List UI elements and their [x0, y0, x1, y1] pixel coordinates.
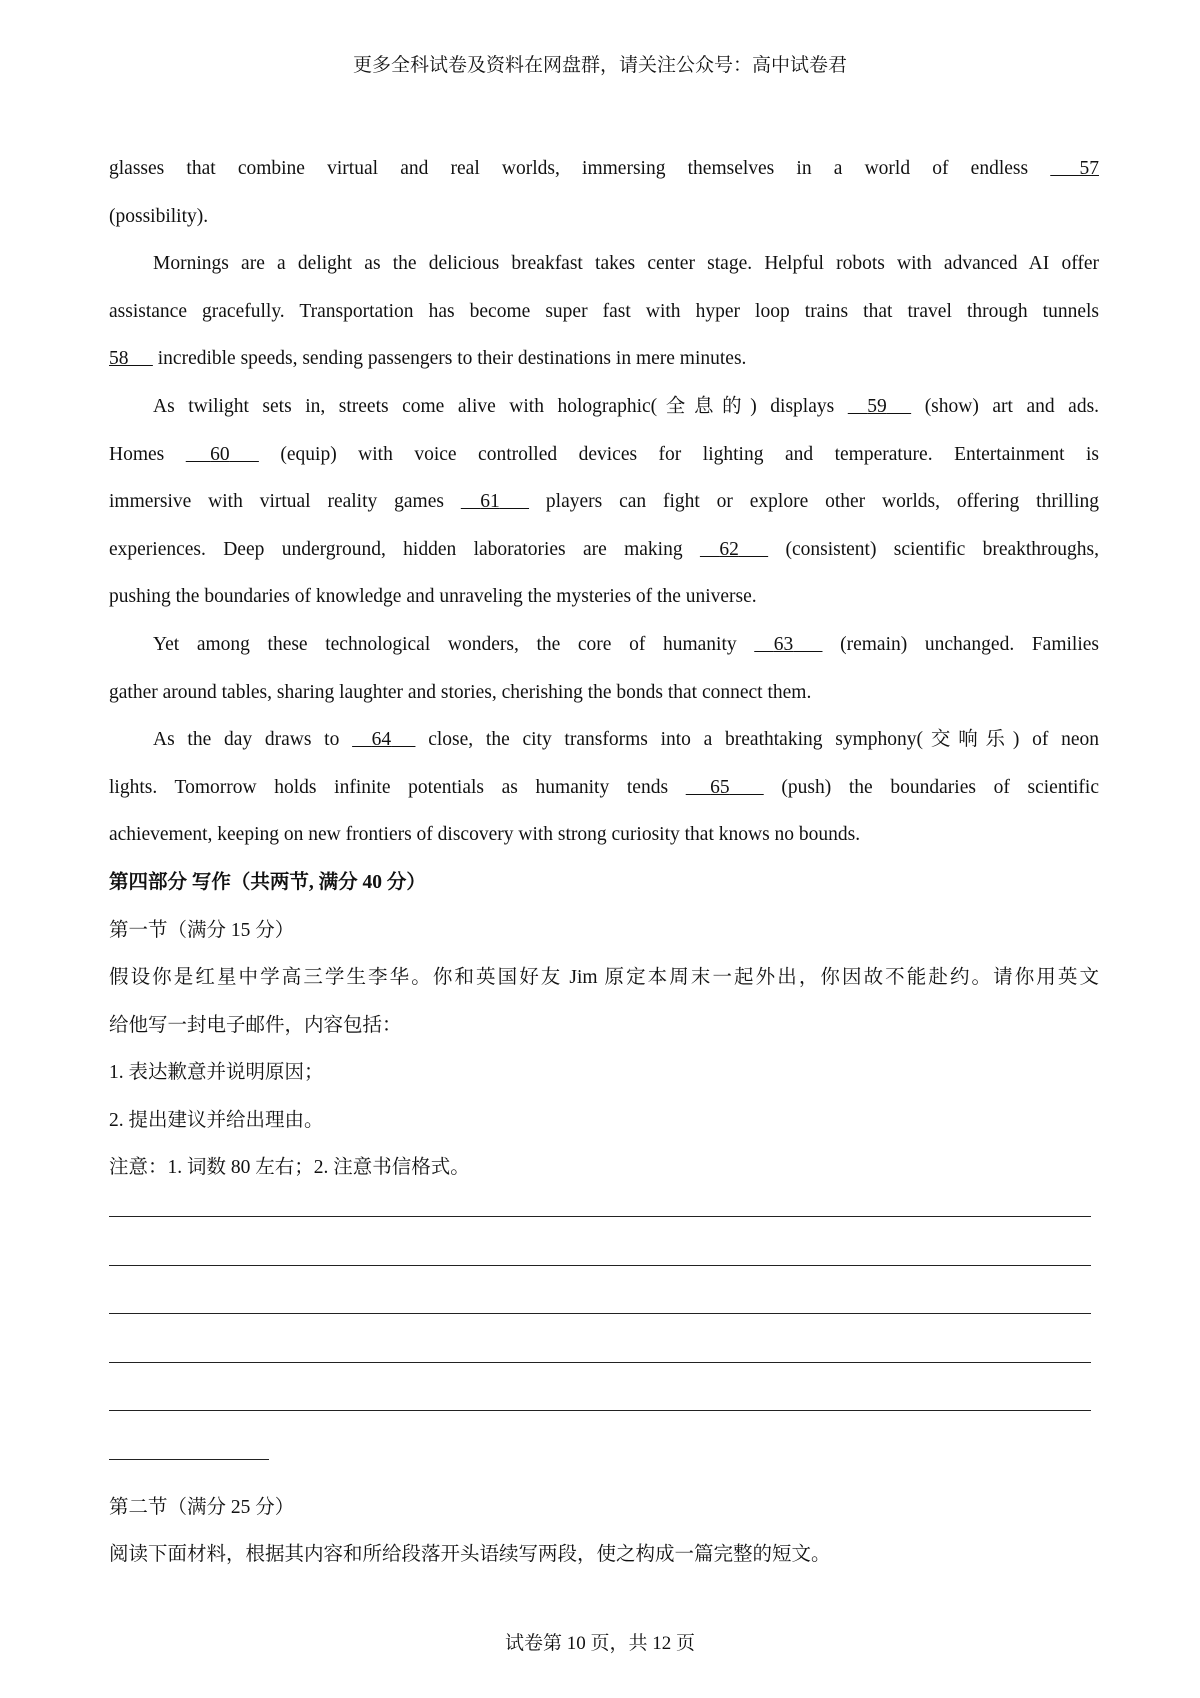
text: (remain) unchanged. Families [840, 633, 1099, 655]
text: close, the city transforms into a breathtaking symphony(交响乐) of neon [428, 729, 1100, 751]
text: glasses that combine virtual and real worlds, immersing themselves in a world of endless [109, 158, 1029, 179]
prompt-note: 注意：1. 词数 80 左右；2. 注意书信格式。 [109, 1157, 470, 1179]
text: lights. Tomorrow holds infinite potentials as humanity tends [109, 776, 669, 798]
answer-line[interactable] [109, 1297, 1091, 1314]
text: (consistent) scientific breakthroughs, [785, 538, 1100, 560]
blank-63[interactable]: 63 [773, 633, 794, 655]
blank-59[interactable]: 59 [867, 395, 887, 417]
text: experiences. Deep underground, hidden laboratories are making [109, 538, 683, 560]
text: gather around tables, sharing laughter and stories, cherishing the bonds that connect them. [109, 681, 812, 703]
answer-line[interactable] [109, 1249, 1091, 1266]
blank-61[interactable]: 61 [480, 491, 500, 513]
answer-line[interactable] [109, 1443, 269, 1460]
answer-line[interactable] [109, 1200, 1091, 1217]
text: (possibility). [109, 205, 209, 227]
blank-64[interactable]: 64 [371, 729, 392, 751]
page-header: 更多全科试卷及资料在网盘群，请关注公众号：高中试卷君 [352, 55, 847, 76]
section-title: 第四部分 写作（共两节, 满分 40 分） [109, 871, 426, 893]
text: players can fight or explore other worlds, offering thrilling [545, 491, 1099, 513]
text: (show) art and ads. [924, 395, 1100, 417]
text: (equip) with voice controlled devices for lighting and temperature. Entertainment is [280, 443, 1100, 465]
prompt-item: 1. 表达歉意并说明原因； [109, 1062, 324, 1084]
subsection-title: 第一节（满分 15 分） [109, 919, 295, 941]
passage [109, 153, 1099, 1587]
prompt-item: 2. 提出建议并给出理由。 [109, 1109, 324, 1131]
blank-60[interactable]: 60 [210, 443, 230, 465]
text: As the day draws to [153, 729, 340, 751]
page-footer: 试卷第 10 页，共 12 页 [504, 1633, 695, 1654]
text: Mornings are a delight as the delicious breakfast takes center stage. Helpful robots with advanced AI offer [153, 253, 1099, 275]
answer-line[interactable] [109, 1394, 1091, 1411]
text: Yet among these technological wonders, the core of humanity [153, 633, 737, 655]
text: pushing the boundaries of knowledge and unraveling the mysteries of the universe. [109, 586, 757, 608]
text: assistance gracefully. Transportation has become super fast with hyper loop trains that travel through tunnels [109, 300, 1099, 322]
text: achievement, keeping on new frontiers of discovery with strong curiosity that knows no bounds. [109, 824, 861, 846]
subsection-title: 第二节（满分 25 分） [109, 1496, 295, 1518]
text: immersive with virtual reality games [109, 491, 444, 513]
answer-line[interactable] [109, 1346, 1091, 1363]
blank-62[interactable]: 62 [719, 538, 739, 560]
prompt-text: 给他写一封电子邮件，内容包括： [109, 1014, 402, 1036]
blank-57[interactable]: 57 [1079, 158, 1099, 179]
text: Homes [109, 443, 165, 465]
text: As twilight sets in, streets come alive with holographic(全息的) displays [153, 395, 835, 417]
text: (push) the boundaries of scientific [781, 776, 1099, 798]
prompt-text: 阅读下面材料，根据其内容和所给段落开头语续写两段，使之构成一篇完整的短文。 [109, 1544, 831, 1566]
text: incredible speeds, sending passengers to their destinations in mere minutes. [157, 348, 747, 370]
prompt-text: 假设你是红星中学高三学生李华。你和英国好友 Jim 原定本周末一起外出，你因故不能赴约。请你用英文 [109, 967, 1099, 989]
blank-58[interactable]: 58 [109, 348, 129, 370]
blank-65[interactable]: 65 [710, 776, 730, 798]
